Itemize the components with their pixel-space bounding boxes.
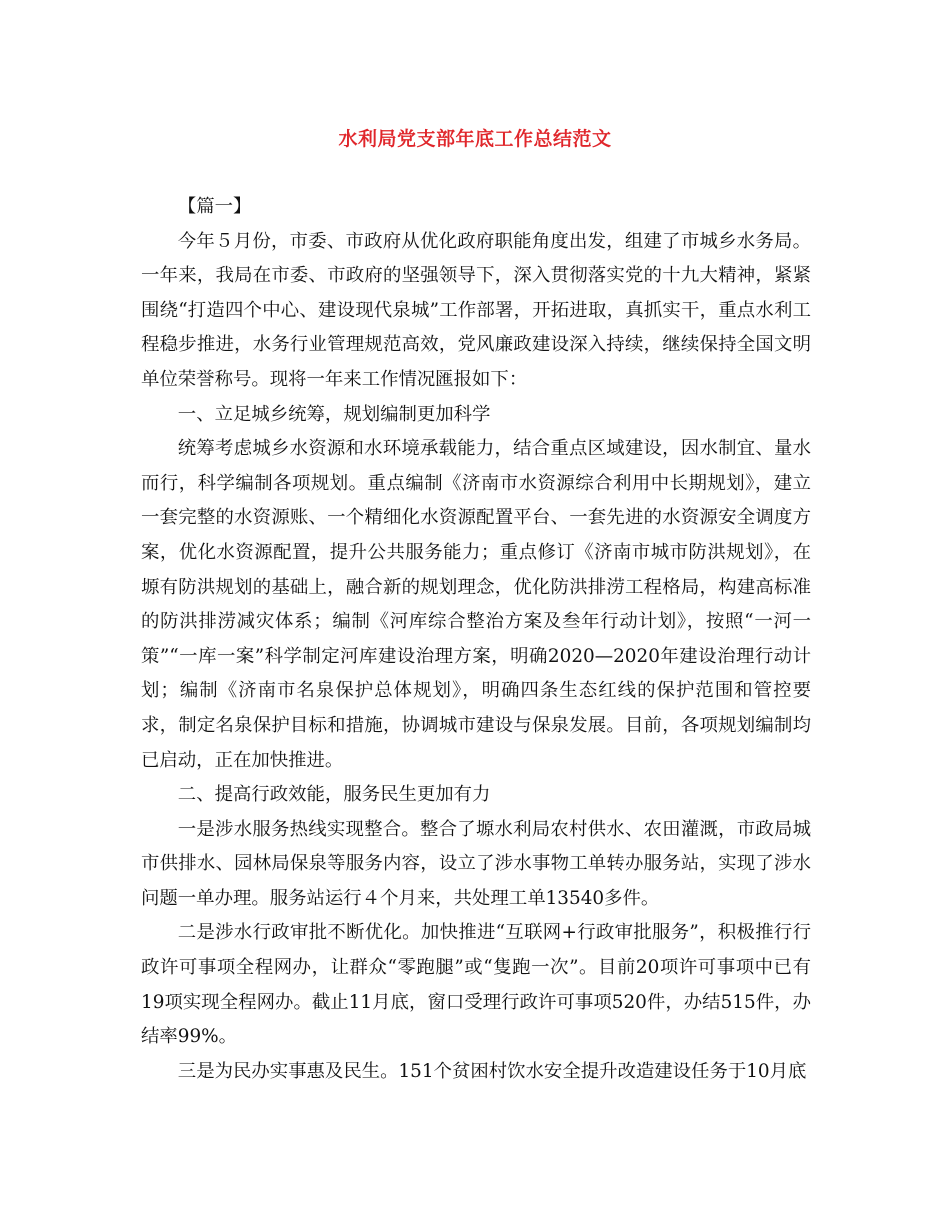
section-heading-2: 二、提高行政效能，服务民生更加有力: [177, 784, 491, 806]
paragraph-livelihood: 三是为民办实事惠及民生。151个贫困村饮水安全提升改造建设任务于10月底: [177, 1060, 807, 1082]
section-heading-1: 一、立足城乡统筹，规划编制更加科学: [177, 403, 491, 425]
paragraph-approval: 二是涉水行政审批不断优化。加快推进“互联网+行政审批服务”，积极推行行政许可事项全程网办，让群众“零跑腿”或“隻跑一次”。目前20项许可事项中已有19项实现全程网办。截止11月底，窗口受理行政许可事项520件，办结515件，办结率99%。: [141, 922, 811, 1048]
paragraph-intro: 今年５月份，市委、市政府从优化政府职能角度出发，组建了市城乡水务局。一年来，我局在市委、市政府的坚强领导下，深入贯彻落实党的十九大精神，紧紧围绕“打造四个中心、建设现代泉城”工作部署，开拓进取，真抓实干，重点水利工程稳步推进，水务行业管理规范高效，党风廉政建设深入持续，继续保持全国文明单位荣誉称号。现将一年来工作情况匯报如下：: [141, 230, 811, 390]
paragraph-hotline: 一是涉水服务热线实现整合。整合了塬水利局农村供水、农田灌溉，市政局城市供排水、园林局保泉等服务内容，设立了涉水事物工单转办服务站，实现了涉水问题一单办理。服务站运行４个月来，共处理工单13540多件。: [141, 818, 811, 909]
document-body: [141, 190, 811, 1089]
document-title: 水利局党支部年底工作总结范文: [338, 128, 612, 150]
section-label: 【篇一】: [177, 196, 252, 217]
paragraph-planning: 统筹考虑城乡水资源和水环境承载能力，结合重点区域建设，因水制宜、量水而行，科学编制各项规划。重点编制《济南市水资源综合利用中长期规划》，建立一套完整的水资源账、一个精细化水资源配置平台、一套先进的水资源安全调度方案，优化水资源配置，提升公共服务能力；重点修订《济南市城市防洪规划》，在塬有防洪规划的基础上，融合新的规划理念，优化防洪排涝工程格局，构建高标准的防洪排涝减灾体系；编制《河库综合整治方案及叁年行动计划》，按照“一河一策”“一库一案”科学制定河库建设治理方案，明确2020—2020年建设治理行动计划；编制《济南市名泉保护总体规划》，明确四条生态红线的保护范围和管控要求，制定名泉保护目标和措施，协调城市建设与保泉发展。目前，各项规划编制均已启动，正在加快推进。: [141, 438, 811, 771]
